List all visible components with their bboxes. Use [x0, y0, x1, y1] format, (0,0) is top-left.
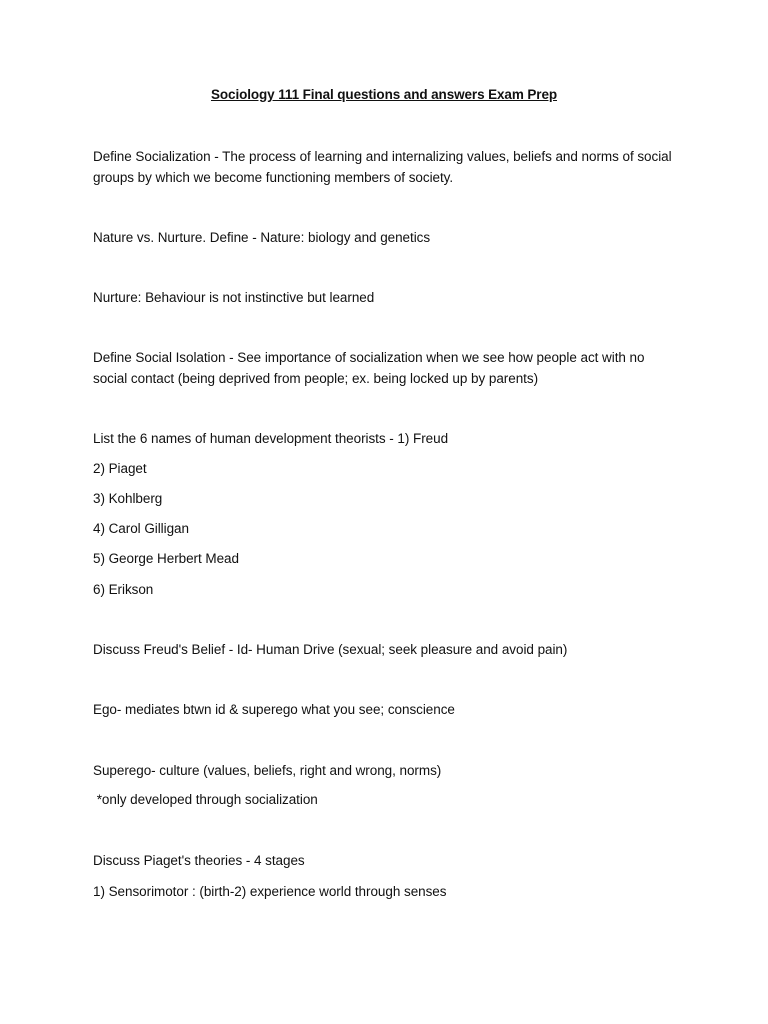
list-item-mead: 5) George Herbert Mead: [93, 551, 239, 566]
list-item-piaget: 2) Piaget: [93, 461, 147, 476]
list-item-erikson: 6) Erikson: [93, 582, 154, 597]
paragraph-ego: Ego- mediates btwn id & superego what you see; conscience: [93, 702, 455, 717]
paragraph-freud-id: Discuss Freud's Belief - Id- Human Drive (sexual; seek pleasure and avoid pain): [93, 642, 568, 657]
list-item-gilligan: 4) Carol Gilligan: [93, 521, 189, 536]
paragraph-piaget-stages: Discuss Piaget's theories - 4 stages: [93, 853, 305, 868]
paragraph-superego-note: *only developed through socialization: [93, 792, 318, 807]
list-item-sensorimotor: 1) Sensorimotor : (birth-2) experience world through senses: [93, 884, 447, 899]
paragraph-define-socialization: Define Socialization - The process of learning and internalizing values, beliefs and norms of social groups by which we become functioning members of society.: [93, 149, 672, 185]
paragraph-theorists-list: List the 6 names of human development theorists - 1) Freud: [93, 431, 449, 446]
paragraph-nature-vs-nurture: Nature vs. Nurture. Define - Nature: biology and genetics: [93, 230, 431, 245]
paragraph-superego: Superego- culture (values, beliefs, right and wrong, norms): [93, 763, 442, 778]
paragraph-nurture: Nurture: Behaviour is not instinctive but learned: [93, 290, 375, 305]
document-title: Sociology 111 Final questions and answers Exam Prep: [210, 87, 558, 102]
paragraph-social-isolation: Define Social Isolation - See importance of socialization when we see how people act with no social contact (being deprived from people; ex. being locked up by parents): [93, 350, 645, 386]
list-item-kohlberg: 3) Kohlberg: [93, 491, 163, 506]
